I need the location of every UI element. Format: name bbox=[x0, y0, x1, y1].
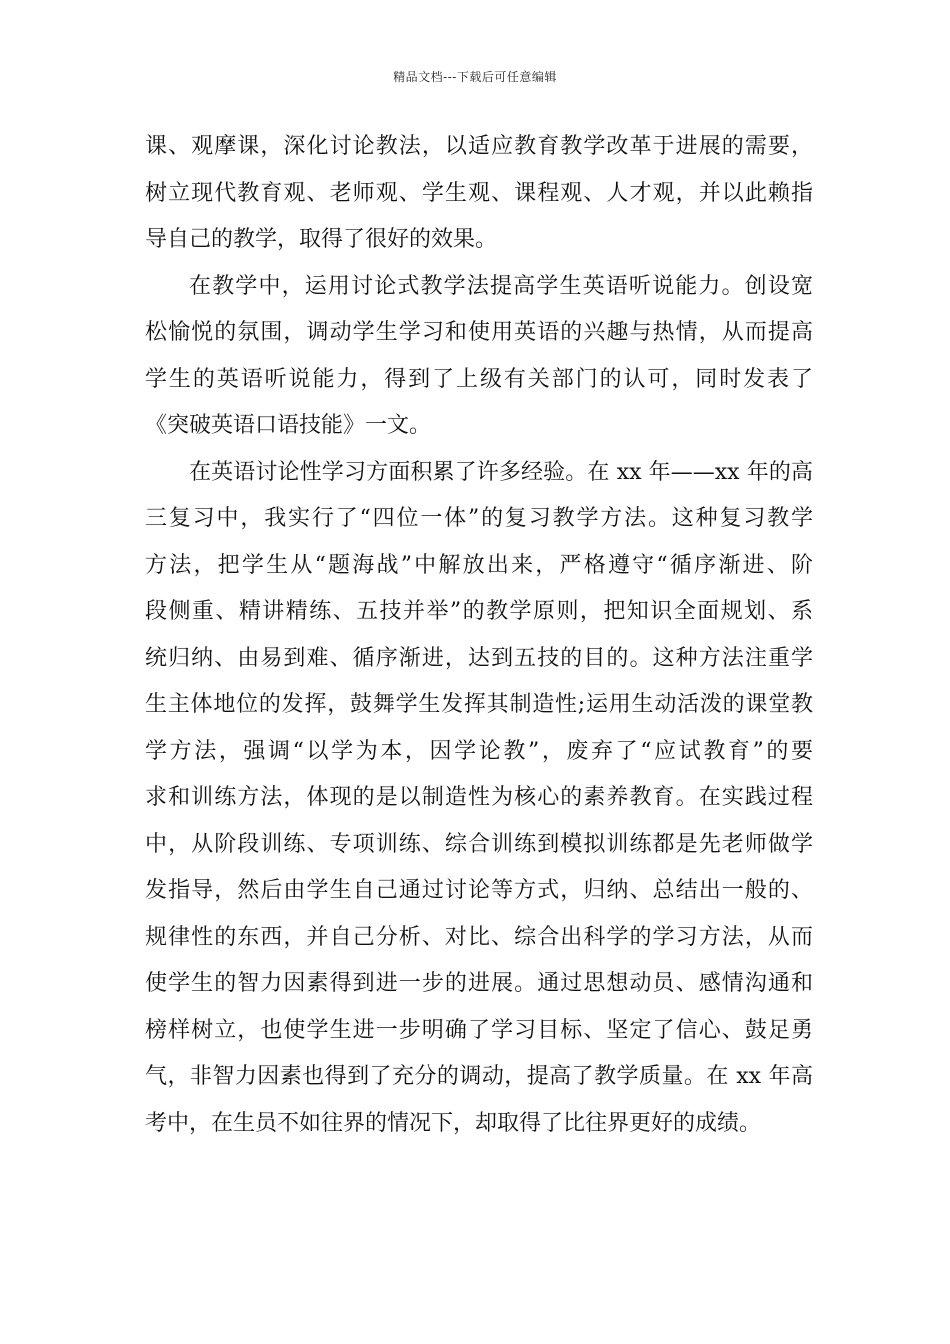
text-line: 统归纳、由易到难、循序渐进，达到五技的目的。这种方法注重学 bbox=[145, 645, 813, 671]
text-line: 《突破英语口语技能》一文。 bbox=[145, 413, 432, 438]
text-line: 方法，把学生从“题海战”中解放出来，严格遵守“循序渐进、阶 bbox=[145, 552, 813, 578]
text-line: 松愉悦的氛围，调动学生学习和使用英语的兴趣与热情，从而提高 bbox=[145, 320, 813, 345]
paragraph bbox=[145, 264, 813, 450]
text-line: 在教学中，运用讨论式教学法提高学生英语听说能力。创设宽 bbox=[189, 273, 813, 299]
document-body bbox=[145, 124, 813, 1147]
text-line: 课、观摩课，深化讨论教法，以适应教育教学改革于进展的需要， bbox=[145, 134, 813, 159]
text-line: 求和训练方法，体现的是以制造性为核心的素养教育。在实践过程 bbox=[145, 785, 813, 810]
text-line: 榜样树立，也使学生进一步明确了学习目标、坚定了信心、鼓足勇 bbox=[145, 1017, 813, 1043]
text-line: 使学生的智力因素得到进一步的进展。通过思想动员、感情沟通和 bbox=[145, 971, 813, 996]
text-line: 生主体地位的发挥，鼓舞学生发挥其制造性;运用生动活泼的课堂教 bbox=[145, 692, 813, 717]
text-line: 规律性的东西，并自己分析、对比、综合出科学的学习方法，从而 bbox=[145, 924, 813, 950]
text-line: 在英语讨论性学习方面积累了许多经验。在 xx 年——xx 年的高 bbox=[189, 459, 813, 485]
text-line: 考中，在生员不如往界的情况下，却取得了比往界更好的成绩。 bbox=[145, 1110, 762, 1136]
text-line: 发指导，然后由学生自己通过讨论等方式，归纳、总结出一般的、 bbox=[145, 878, 813, 903]
text-line: 学方法，强调“以学为本，因学论教”，废弃了“应试教育”的要 bbox=[145, 738, 813, 764]
page-header: 精品文档---下载后可任意编辑 bbox=[393, 70, 557, 84]
paragraph bbox=[145, 450, 813, 1148]
paragraph bbox=[145, 124, 813, 264]
text-line: 气，非智力因素也得到了充分的调动，提高了教学质量。在 xx 年高 bbox=[145, 1064, 813, 1089]
text-line: 树立现代教育观、老师观、学生观、课程观、人才观，并以此赖指 bbox=[145, 180, 813, 206]
text-line: 学生的英语听说能力，得到了上级有关部门的认可，同时发表了 bbox=[145, 366, 813, 392]
text-line: 导自己的教学，取得了很好的效果。 bbox=[145, 227, 498, 252]
text-line: 中，从阶段训练、专项训练、综合训练到模拟训练都是先老师做学 bbox=[145, 831, 813, 857]
text-line: 三复习中，我实行了“四位一体”的复习教学方法。这种复习教学 bbox=[145, 506, 813, 531]
text-line: 段侧重、精讲精练、五技并举”的教学原则，把知识全面规划、系 bbox=[145, 599, 813, 624]
